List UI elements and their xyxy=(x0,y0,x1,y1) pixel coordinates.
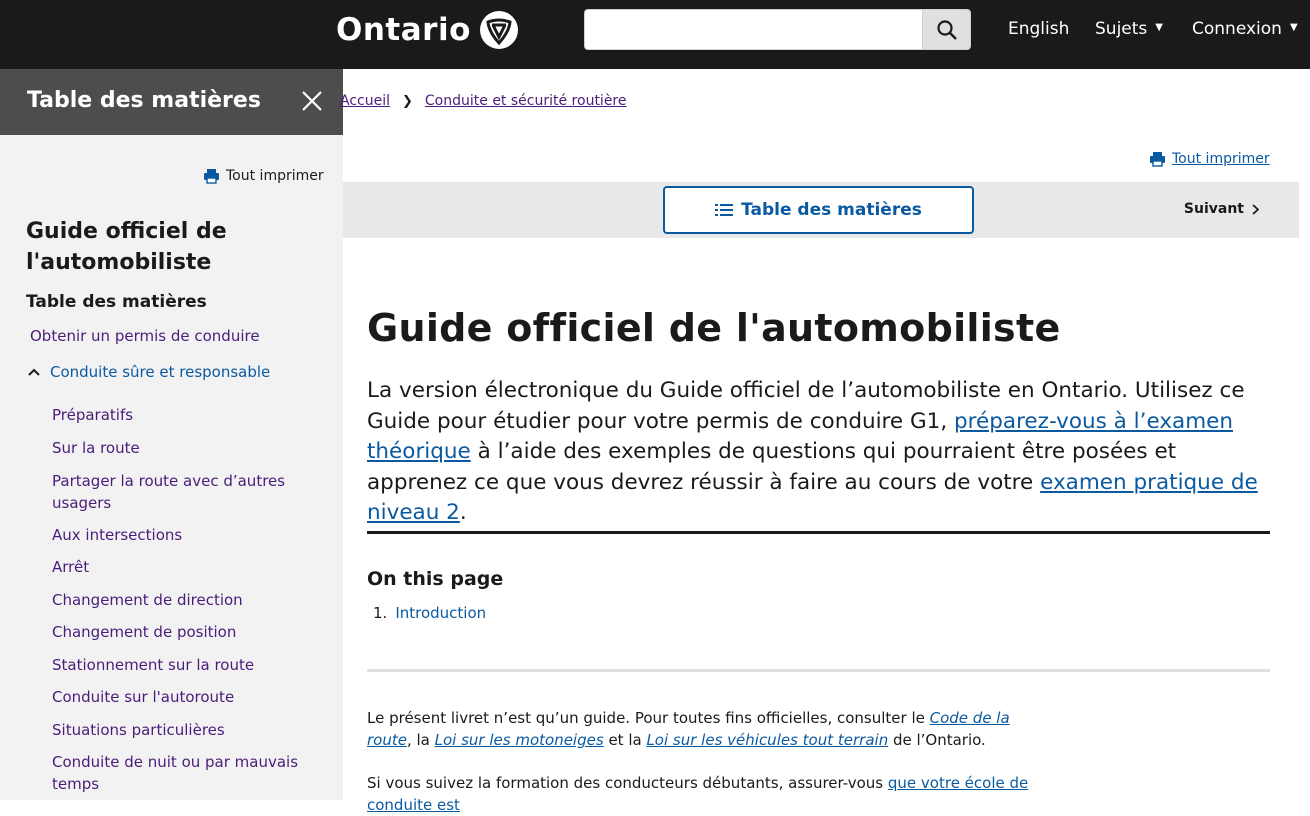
divider xyxy=(367,669,1270,672)
chevron-right-icon: ❯ xyxy=(402,93,413,109)
language-toggle[interactable] xyxy=(1008,19,1069,39)
on-this-page-heading: On this page xyxy=(367,568,504,590)
item-number: 1. xyxy=(373,604,388,622)
sidebar-subitem[interactable]: Aux intersections xyxy=(52,526,183,544)
sidebar-subitem[interactable]: Stationnement sur la route xyxy=(52,656,255,674)
snowmobile-act-link[interactable]: Loi sur les motoneiges xyxy=(434,731,604,749)
breadcrumb xyxy=(340,93,627,109)
page-title: Guide officiel de l'automobiliste xyxy=(367,306,1061,350)
sidebar-item-label: Conduite sûre et responsable xyxy=(50,363,271,381)
subjects-label: Sujets xyxy=(1095,19,1148,39)
search-bar xyxy=(584,9,971,50)
site-header xyxy=(0,0,1310,69)
sidebar-guide-title: Guide officiel de l'automobiliste xyxy=(26,219,227,275)
toc-button[interactable] xyxy=(663,186,974,234)
theory-exam-link[interactable]: préparez-vous à l’examen théorique xyxy=(367,408,1234,464)
search-input[interactable] xyxy=(584,9,922,50)
driving-school-link[interactable]: que votre école de conduite est xyxy=(367,774,1029,814)
sidebar-print-all-link[interactable] xyxy=(203,168,324,184)
sidebar-subitem[interactable]: Conduite sur l'autoroute xyxy=(52,688,235,706)
print-all-label: Tout imprimer xyxy=(226,168,324,184)
highway-code-link[interactable]: Code de la route xyxy=(367,709,1010,749)
print-all-link[interactable] xyxy=(1149,151,1270,167)
print-all-label: Tout imprimer xyxy=(1172,151,1270,167)
sidebar-subitem[interactable]: Changement de position xyxy=(52,623,237,641)
next-link[interactable] xyxy=(1184,201,1259,217)
sidebar-subitem[interactable]: Partager la route avec d’autres usagers xyxy=(52,472,286,512)
introduction-link[interactable]: Introduction xyxy=(395,604,487,622)
disclaimer-paragraph: Le présent livret n’est qu’un guide. Pour toutes fins officielles, consulter le Code de la route, la Loi sur les motoneiges et la Loi sur les véhicules tout terrain de l’Ontario. xyxy=(367,709,1010,749)
sidebar-header xyxy=(0,69,343,135)
search-icon xyxy=(936,19,958,41)
search-button[interactable] xyxy=(922,9,971,50)
toc-sidebar xyxy=(0,69,343,800)
signin-label: Connexion xyxy=(1192,19,1282,39)
sidebar-subitem[interactable]: Sur la route xyxy=(52,439,140,457)
chevron-right-icon xyxy=(1252,204,1259,215)
divider xyxy=(367,531,1270,534)
signin-menu[interactable] xyxy=(1192,19,1298,39)
toc-navigation-bar xyxy=(343,182,1299,238)
main-content xyxy=(343,238,1299,814)
next-label: Suivant xyxy=(1183,201,1244,217)
breadcrumb-home[interactable]: Accueil xyxy=(340,93,390,109)
printer-icon xyxy=(203,168,220,184)
trillium-icon xyxy=(479,10,519,50)
toc-button-label: Table des matières xyxy=(741,200,922,220)
printer-icon xyxy=(1149,151,1166,167)
breadcrumb-current[interactable]: Conduite et sécurité routière xyxy=(424,93,627,109)
logo-text: Ontario xyxy=(336,12,471,48)
road-test-link[interactable]: examen pratique de niveau 2 xyxy=(367,469,1258,525)
subjects-menu[interactable] xyxy=(1095,19,1163,39)
sidebar-subitem[interactable]: Changement de direction xyxy=(52,591,243,609)
ontario-logo[interactable] xyxy=(336,10,519,50)
chevron-down-icon: ▼ xyxy=(1155,21,1163,33)
lead-paragraph: La version électronique du Guide officiel de l’automobiliste en Ontario. Utilisez ce Guide pour étudier pour votre permis de conduire G1, préparez-vous à l’examen théorique à l’aide des exemples de questions qui pourraient être posées et apprenez ce que vous devrez réussir à faire au cours de votre examen pratique de niveau 2. xyxy=(367,378,1258,525)
sidebar-subitem[interactable]: Situations particulières xyxy=(52,721,225,739)
sidebar-subitem[interactable]: Conduite de nuit ou par mauvais temps xyxy=(52,753,299,793)
sidebar-subitem[interactable]: Arrêt xyxy=(52,558,90,576)
sidebar-item-conduite[interactable] xyxy=(28,361,270,383)
sidebar-item-permis[interactable]: Obtenir un permis de conduire xyxy=(30,327,260,345)
close-icon[interactable] xyxy=(301,90,323,112)
chevron-down-icon: ▼ xyxy=(1289,21,1298,33)
on-this-page-item xyxy=(373,604,486,622)
list-icon xyxy=(715,203,733,217)
training-paragraph: Si vous suivez la formation des conducteurs débutants, assurer-vous que votre école de conduite est xyxy=(367,774,1029,814)
language-label: English xyxy=(1008,19,1070,39)
sidebar-title: Table des matières xyxy=(27,88,261,113)
chevron-up-icon xyxy=(28,368,40,376)
sidebar-subitem[interactable]: Préparatifs xyxy=(52,406,134,424)
off-road-act-link[interactable]: Loi sur les véhicules tout terrain xyxy=(646,731,889,749)
sidebar-toc-heading: Table des matières xyxy=(26,292,207,312)
